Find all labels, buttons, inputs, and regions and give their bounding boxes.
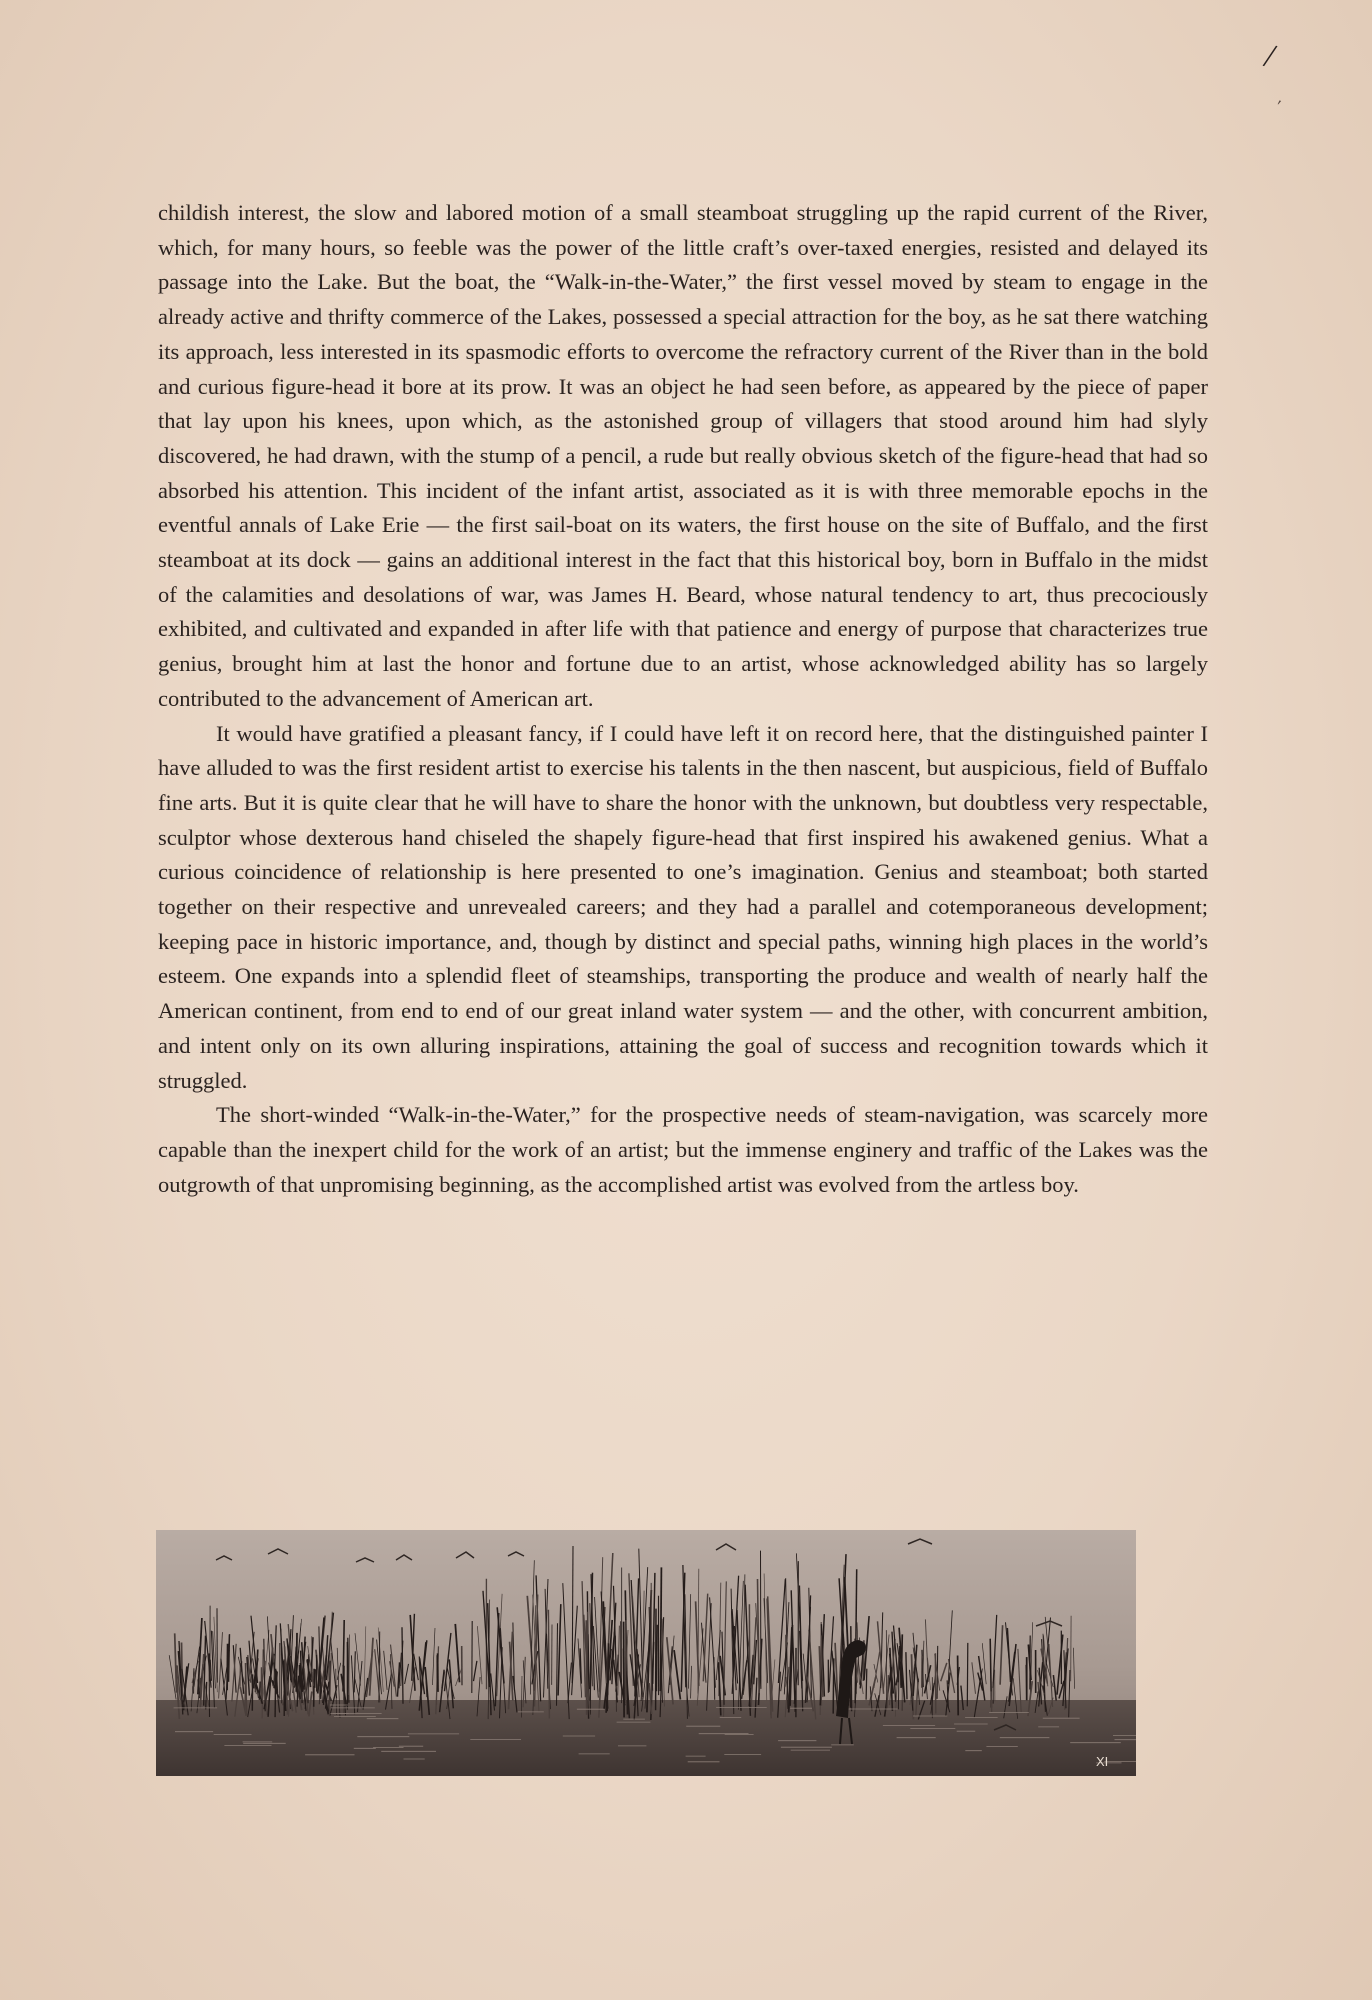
- heron-marsh-engraving: [156, 1530, 1136, 1776]
- paragraph-2: It would have gratified a pleasant fancy, if I could have left it on record here, that the distinguished painter I have alluded to was the first resident artist to exercise his talents in the then nascent, but auspicious, field of Buffalo fine arts. But it is quite clear that he will have to share the honor with the unknown, but doubtless very respectable, sculptor whose dexterous hand chiseled the shapely figure-head that first inspired his awakened genius. What a curious coincidence of relationship is here presented to one’s imagination. Genius and steamboat; both started together on their respective and unrevealed careers; and they had a parallel and cotemporaneous development; keeping pace in historic importance, and, though by distinct and special paths, winning high places in the world’s esteem. One expands into a splendid fleet of steamships, transporting the produce and wealth of nearly half the American continent, from end to end of our great inland water system — and the other, with concurrent ambition, and intent only on its own alluring inspirations, attaining the goal of success and recognition towards which it struggled.: [158, 720, 1208, 1093]
- plate-number: XI: [1096, 1754, 1109, 1769]
- body-text: [158, 196, 1208, 1202]
- corner-pencil-mark: /: [1260, 37, 1279, 76]
- engraving-svg: [156, 1530, 1136, 1776]
- paragraph-1: childish interest, the slow and labored motion of a small steamboat struggling up the rapid current of the River, which, for many hours, so feeble was the power of the little craft’s over-taxed energies, resisted and delayed its passage into the Lake. But the boat, the “Walk-in-the-Water,” the first vessel moved by steam to engage in the already active and thrifty commerce of the Lakes, possessed a special attraction for the boy, as he sat there watching its approach, less interested in its spasmodic efforts to overcome the refractory current of the River than in the bold and curious figure-head it bore at its prow. It was an object he had seen before, as appeared by the piece of paper that lay upon his knees, upon which, as the astonished group of villagers that stood around him had slyly discovered, he had drawn, with the stump of a pencil, a rude but really obvious sketch of the figure-head that had so absorbed his attention. This incident of the infant artist, associated as it is with three memorable epochs in the eventful annals of Lake Erie — the first sail-boat on its waters, the first house on the site of Buffalo, and the first steamboat at its dock — gains an additional interest in the fact that this historical boy, born in Buffalo in the midst of the calamities and desolations of war, was James H. Beard, whose natural tendency to art, thus precociously exhibited, and cultivated and expanded in after life with that patience and energy of purpose that characterizes true genius, brought him at last the honor and fortune due to an artist, whose acknowledged ability has so largely contributed to the advancement of American art.: [158, 200, 1208, 711]
- corner-pencil-mark-small: ʹ: [1272, 95, 1284, 117]
- engraving-water: [156, 1700, 1136, 1776]
- paragraph-3: The short-winded “Walk-in-the-Water,” for the prospective needs of steam-navigation, was scarcely more capable than the inexpert child for the work of an artist; but the immense enginery and traffic of the Lakes was the outgrowth of that unpromising beginning, as the accomplished artist was evolved from the artless boy.: [158, 1102, 1208, 1197]
